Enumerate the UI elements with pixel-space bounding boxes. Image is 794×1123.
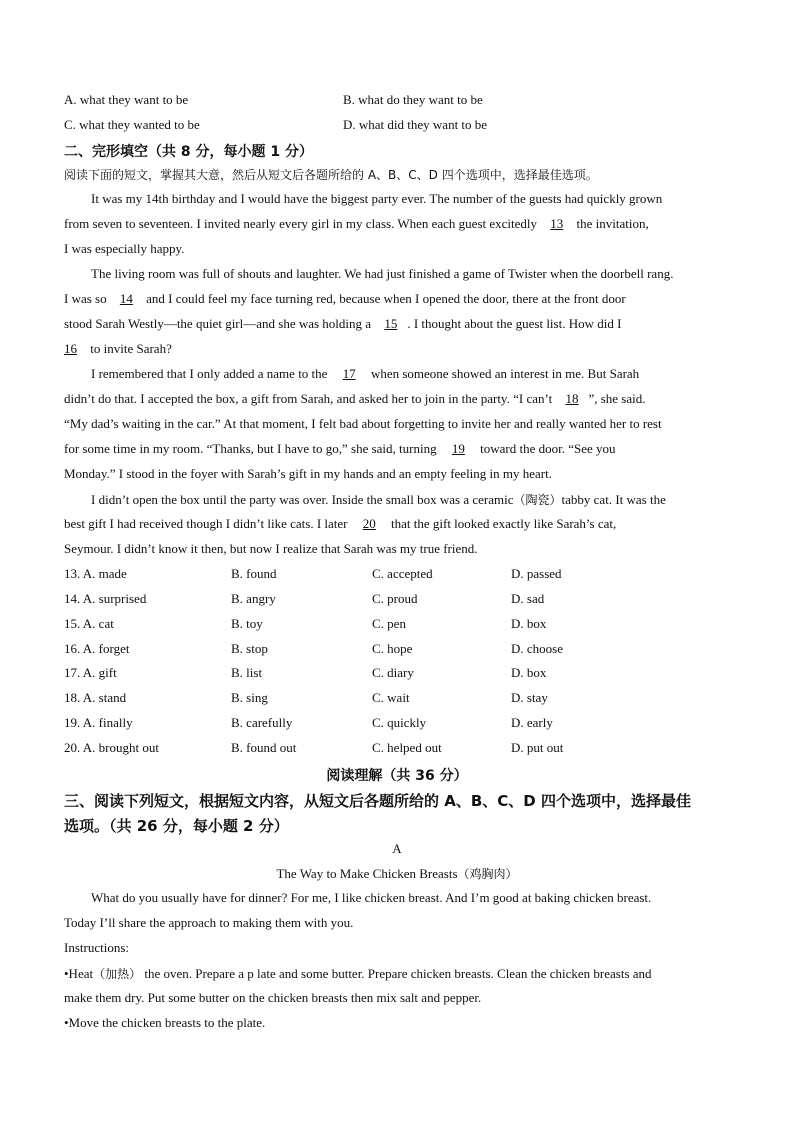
blank-15[interactable]: 15 (384, 316, 398, 331)
passage-title: The Way to Make Chicken Breasts（鸡胸肉） (276, 866, 518, 881)
question-row-13 (64, 566, 704, 586)
question-row-16 (64, 641, 704, 661)
option-c[interactable]: C. pen (372, 616, 406, 631)
prev-options-row-1 (64, 92, 744, 112)
passage-letter: A (392, 841, 402, 856)
option-b[interactable]: B. toy (231, 616, 263, 631)
cloze-text-line: “My dad’s waiting in the car.” At that moment, I felt bad about forgetting to invite her and really wanted her to rest (64, 416, 662, 431)
cloze-text-line: Seymour. I didn’t know it then, but now I realize that Sarah was my true friend. (64, 541, 478, 556)
option-d[interactable]: D. choose (511, 641, 563, 656)
cloze-instruction: 阅读下面的短文，掌握其大意，然后从短文后各题所给的 A、B、C、D 四个选项中，选择最佳选项。 (64, 168, 598, 182)
question-row-20 (64, 740, 704, 760)
option-d[interactable]: D. box (511, 616, 547, 631)
cloze-text-line: I remembered that I only added a name to the 17 when someone showed an interest in me. But Sarah (91, 366, 640, 381)
option-b[interactable]: B. found out (231, 740, 297, 755)
question-row-14 (64, 591, 704, 611)
option-a[interactable]: 19. A. finally (64, 715, 133, 730)
option-c[interactable]: C. accepted (372, 566, 433, 581)
cloze-text-line: best gift I had received though I didn’t like cats. I later 20 that the gift looked exactly like Sarah’s cat, (64, 516, 617, 531)
option-a[interactable]: 15. A. cat (64, 616, 114, 631)
cloze-text-line: stood Sarah Westly—the quiet girl—and she was holding a 15 . I thought about the guest list. How did I (64, 316, 732, 332)
cloze-text-line: The living room was full of shouts and laughter. We had just finished a game of Twister when the doorbell rang. (91, 266, 674, 281)
question-row-15 (64, 616, 704, 636)
cloze-text-line: didn’t do that. I accepted the box, a gift from Sarah, and asked her to join in the party. “I can’t 18 ”, she said. (64, 391, 646, 406)
reading-section-heading-cont: 选项。（共 26 分，每小题 2 分） (64, 817, 289, 835)
cloze-text-line: I didn’t open the box until the party was over. Inside the small box was a ceramic（陶瓷）tabby cat. It was the (91, 492, 666, 507)
option-c[interactable]: C. what they wanted to be (64, 117, 200, 132)
option-b[interactable]: B. carefully (231, 715, 293, 730)
option-d[interactable]: D. box (511, 665, 547, 680)
cloze-text-line: I was so 14 and I could feel my face turning red, because when I opened the door, there at the front door (64, 291, 626, 306)
option-a[interactable]: 13. A. made (64, 566, 127, 581)
instructions-label: Instructions: (64, 940, 129, 955)
cloze-text-line: from seven to seventeen. I invited nearly every girl in my class. When each guest excitedly 13 the invitation, (64, 216, 649, 231)
option-c[interactable]: C. quickly (372, 715, 427, 730)
blank-19[interactable]: 19 (451, 441, 465, 456)
option-d[interactable]: D. stay (511, 690, 548, 705)
reading-title: 阅读理解（共 36 分） (326, 768, 468, 784)
reading-section-heading: 三、阅读下列短文，根据短文内容，从短文后各题所给的 A、B、C、D 四个选项中，选择最佳 (64, 792, 691, 810)
instruction-bullet: •Move the chicken breasts to the plate. (64, 1015, 266, 1030)
option-b[interactable]: B. list (231, 665, 263, 680)
option-d[interactable]: D. what did they want to be (343, 117, 488, 132)
option-a[interactable]: A. what they want to be (64, 92, 189, 107)
option-c[interactable]: C. wait (372, 690, 410, 705)
option-c[interactable]: C. hope (372, 641, 413, 656)
option-d[interactable]: D. sad (511, 591, 545, 606)
option-c[interactable]: C. helped out (372, 740, 442, 755)
blank-17[interactable]: 17 (342, 366, 356, 381)
option-b[interactable]: B. sing (231, 690, 268, 705)
cloze-text-line: It was my 14th birthday and I would have the biggest party ever. The number of the guests had quickly grown (91, 191, 663, 206)
option-b[interactable]: B. stop (231, 641, 268, 656)
blank-13[interactable]: 13 (550, 216, 564, 231)
blank-18[interactable]: 18 (565, 391, 579, 406)
prev-options-row-2 (64, 117, 744, 137)
option-a[interactable]: 17. A. gift (64, 665, 117, 680)
passage-text-line: Today I’ll share the approach to making them with you. (64, 915, 354, 930)
option-a[interactable]: 20. A. brought out (64, 740, 159, 755)
option-d[interactable]: D. early (511, 715, 553, 730)
cloze-text-line: for some time in my room. “Thanks, but I have to go,” she said, turning 19 toward the door. “See you (64, 441, 616, 456)
option-b[interactable]: B. what do they want to be (343, 92, 483, 107)
option-a[interactable]: 14. A. surprised (64, 591, 147, 606)
option-b[interactable]: B. found (231, 566, 277, 581)
passage-text-line: What do you usually have for dinner? For me, I like chicken breast. And I’m good at baking chicken breast. (91, 890, 652, 905)
instruction-bullet: •Heat（加热） the oven. Prepare a p late and some butter. Prepare chicken breasts. Clean the chicken breasts and (64, 966, 652, 981)
option-d[interactable]: D. passed (511, 566, 562, 581)
blank-20[interactable]: 20 (362, 516, 376, 531)
question-row-19 (64, 715, 704, 735)
blank-16-start (625, 316, 645, 332)
question-row-17 (64, 665, 704, 685)
option-c[interactable]: C. diary (372, 665, 414, 680)
question-row-18 (64, 690, 704, 710)
cloze-text-line: 16 to invite Sarah? (64, 341, 172, 356)
cloze-text-line: Monday.” I stood in the foyer with Sarah’s gift in my hands and an empty feeling in my heart. (64, 466, 552, 481)
option-b[interactable]: B. angry (231, 591, 276, 606)
option-c[interactable]: C. proud (372, 591, 418, 606)
instruction-bullet-cont: make them dry. Put some butter on the chicken breasts then mix salt and pepper. (64, 990, 482, 1005)
blank-14[interactable]: 14 (119, 291, 133, 306)
option-d[interactable]: D. put out (511, 740, 564, 755)
option-a[interactable]: 18. A. stand (64, 690, 127, 705)
option-a[interactable]: 16. A. forget (64, 641, 130, 656)
cloze-heading: 二、完形填空（共 8 分，每小题 1 分） (64, 144, 313, 160)
cloze-text-line: I was especially happy. (64, 241, 185, 256)
blank-16[interactable]: 16 (64, 341, 77, 356)
